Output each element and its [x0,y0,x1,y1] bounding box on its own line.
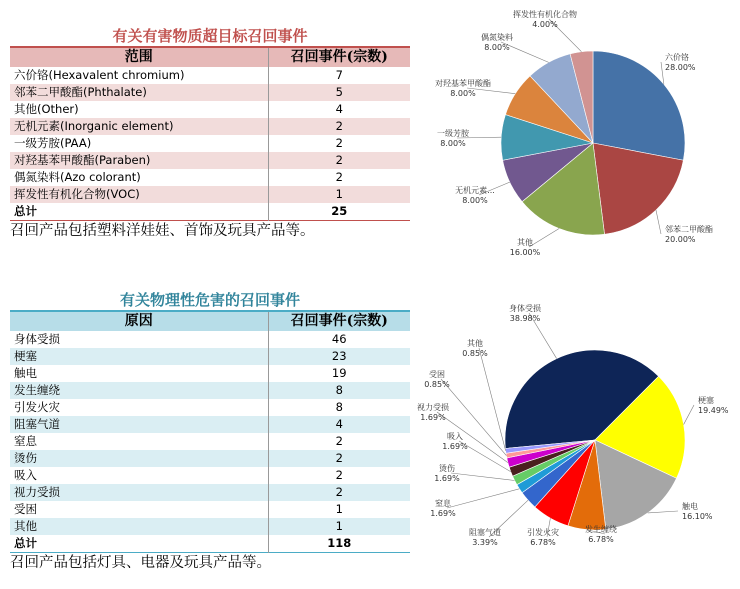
slice-value-label: 0.85% [424,380,450,389]
slice-value-label: 1.69% [442,442,468,451]
leader-line [479,348,506,451]
total-count: 25 [268,203,410,221]
row-count: 2 [268,433,410,450]
row-label: 烫伤 [10,450,268,467]
row-count: 2 [268,135,410,152]
row-count: 2 [268,169,410,186]
table2-title: 有关物理性危害的召回事件 [119,291,300,309]
column-header-recall-count: 召回事件(宗数) [268,47,410,67]
table-header-row [10,47,410,67]
table-row [10,433,410,450]
leader-line [661,62,664,84]
slice-value-label: 16.00% [509,248,541,257]
row-label: 梗塞 [10,348,268,365]
slice-value-label: 19.49% [698,406,729,415]
column-header-cause: 原因 [10,311,268,331]
table-row [10,84,410,101]
leader-line [656,210,661,234]
row-count: 2 [268,450,410,467]
column-header-recall-count: 召回事件(宗数) [268,311,410,331]
slice-label: 引发火灾 [527,528,559,537]
row-label: 引发火灾 [14,400,60,414]
total-count: 118 [268,535,410,553]
row-label: 吸入 [14,468,37,482]
row-count: 2 [268,152,410,169]
slice-label: 其他 [467,339,483,348]
slice-value-label: 8.00% [450,89,476,98]
row-label: 其他(Other) [14,102,79,116]
table-row [10,331,410,348]
row-label: 受困 [14,502,37,516]
table-row [10,152,410,169]
row-count: 8 [268,399,410,416]
slice-label: 烫伤 [439,464,455,473]
table-header-row [10,311,410,331]
physical-hazards-section [10,290,410,573]
total-label: 总计 [14,536,37,550]
row-label: 触电 [14,366,37,380]
slice-value-label: 38.98% [509,314,541,323]
physical-hazards-table [10,310,410,553]
column-header-scope: 范围 [10,47,268,67]
row-label: 一级芳胺(PAA) [14,136,92,150]
slice-value-label: 0.85% [462,349,488,358]
row-label: 六价铬(Hexavalent chromium) [14,68,185,82]
slice-value-label: 8.00% [484,43,510,52]
row-count: 2 [268,118,410,135]
row-label: 其他 [10,518,268,535]
table2-note: 召回产品包括灯具、电器及玩具产品等。 [10,555,271,571]
table-row [10,101,410,118]
table-row [10,169,410,186]
total-row [10,535,410,553]
slice-value-label: 4.00% [532,20,558,29]
table-row [10,67,410,84]
slice-label: 窒息 [435,499,451,508]
slice-label: 其他 [517,238,533,247]
row-count: 8 [268,382,410,399]
slice-label: 身体受损 [509,304,541,313]
slice-value-label: 1.69% [420,413,446,422]
row-label: 无机元素(Inorganic element) [10,118,268,135]
row-label: 偶氮染料(Azo colorant) [14,170,141,184]
table-row [10,501,410,518]
table-row [10,467,410,484]
leader-line [684,405,694,424]
row-count: 23 [268,348,410,365]
row-label: 对羟基苯甲酸酯(Paraben) [10,152,268,169]
hazardous-substances-pie-chart [415,0,740,265]
table-row [10,365,410,382]
table-row [10,518,410,535]
hazardous-substances-table [10,46,410,221]
row-label: 邻苯二甲酸酯(Phthalate) [10,84,268,101]
total-label: 总计 [14,204,37,218]
slice-label: 偶氮染料 [481,33,513,42]
row-count: 4 [268,416,410,433]
slice-label: 对羟基苯甲酸酯 [435,79,491,88]
slice-value-label: 8.00% [440,139,466,148]
slice-label: 视力受损 [417,403,449,412]
slice-value-label: 3.39% [472,538,498,547]
leader-line [451,473,515,480]
leader-line [447,489,519,508]
row-count: 2 [268,467,410,484]
table1-title: 有关有害物质超目标召回事件 [112,27,308,45]
row-label: 身体受损 [14,332,60,346]
row-count: 1 [268,186,410,203]
slice-label: 阻塞气道 [469,528,501,537]
row-count: 46 [268,331,410,348]
table-row [10,450,410,467]
slice-label: 受困 [429,370,445,379]
slice-value-label: 6.78% [588,535,614,544]
row-count: 5 [268,84,410,101]
total-row [10,203,410,221]
table1-note: 召回产品包括塑料洋娃娃、首饰及玩具产品等。 [10,223,315,239]
slice-value-label: 16.10% [682,512,713,521]
slice-value-label: 6.78% [530,538,556,547]
row-label: 窒息 [14,434,37,448]
row-label: 挥发性有机化合物(VOC) [10,186,268,203]
slice-label: 六价铬 [665,53,689,62]
row-label: 视力受损 [10,484,268,501]
slice-value-label: 8.00% [462,196,488,205]
row-count: 2 [268,484,410,501]
slice-label: 触电 [682,502,698,511]
table-row [10,484,410,501]
table-row [10,135,410,152]
row-count: 19 [268,365,410,382]
leader-line [529,229,559,247]
row-label: 阻塞气道 [10,416,268,433]
slice-label: 挥发性有机化合物 [513,10,577,19]
slice-label: 邻苯二甲酸酯 [665,225,713,234]
leader-line [648,511,678,513]
slice-value-label: 20.00% [665,235,696,244]
row-count: 7 [268,67,410,84]
hazardous-substances-section [10,26,410,241]
row-label: 发生缠绕 [10,382,268,399]
table-row [10,186,410,203]
table-row [10,118,410,135]
row-count: 4 [268,101,410,118]
slice-label: 吸入 [447,432,463,441]
slice-label: 梗塞 [698,396,714,405]
slice-value-label: 1.69% [430,509,456,518]
slice-value-label: 1.69% [434,474,460,483]
slice-label: 无机元素... [455,186,495,195]
slice-value-label: 28.00% [665,63,696,72]
table-row [10,416,410,433]
row-count: 1 [268,501,410,518]
physical-hazards-pie-chart [415,295,740,589]
row-count: 1 [268,518,410,535]
table-row [10,348,410,365]
table-row [10,382,410,399]
table-row [10,399,410,416]
slice-label: 发生缠绕 [585,525,617,534]
slice-label: 一级芳胺 [437,129,469,138]
